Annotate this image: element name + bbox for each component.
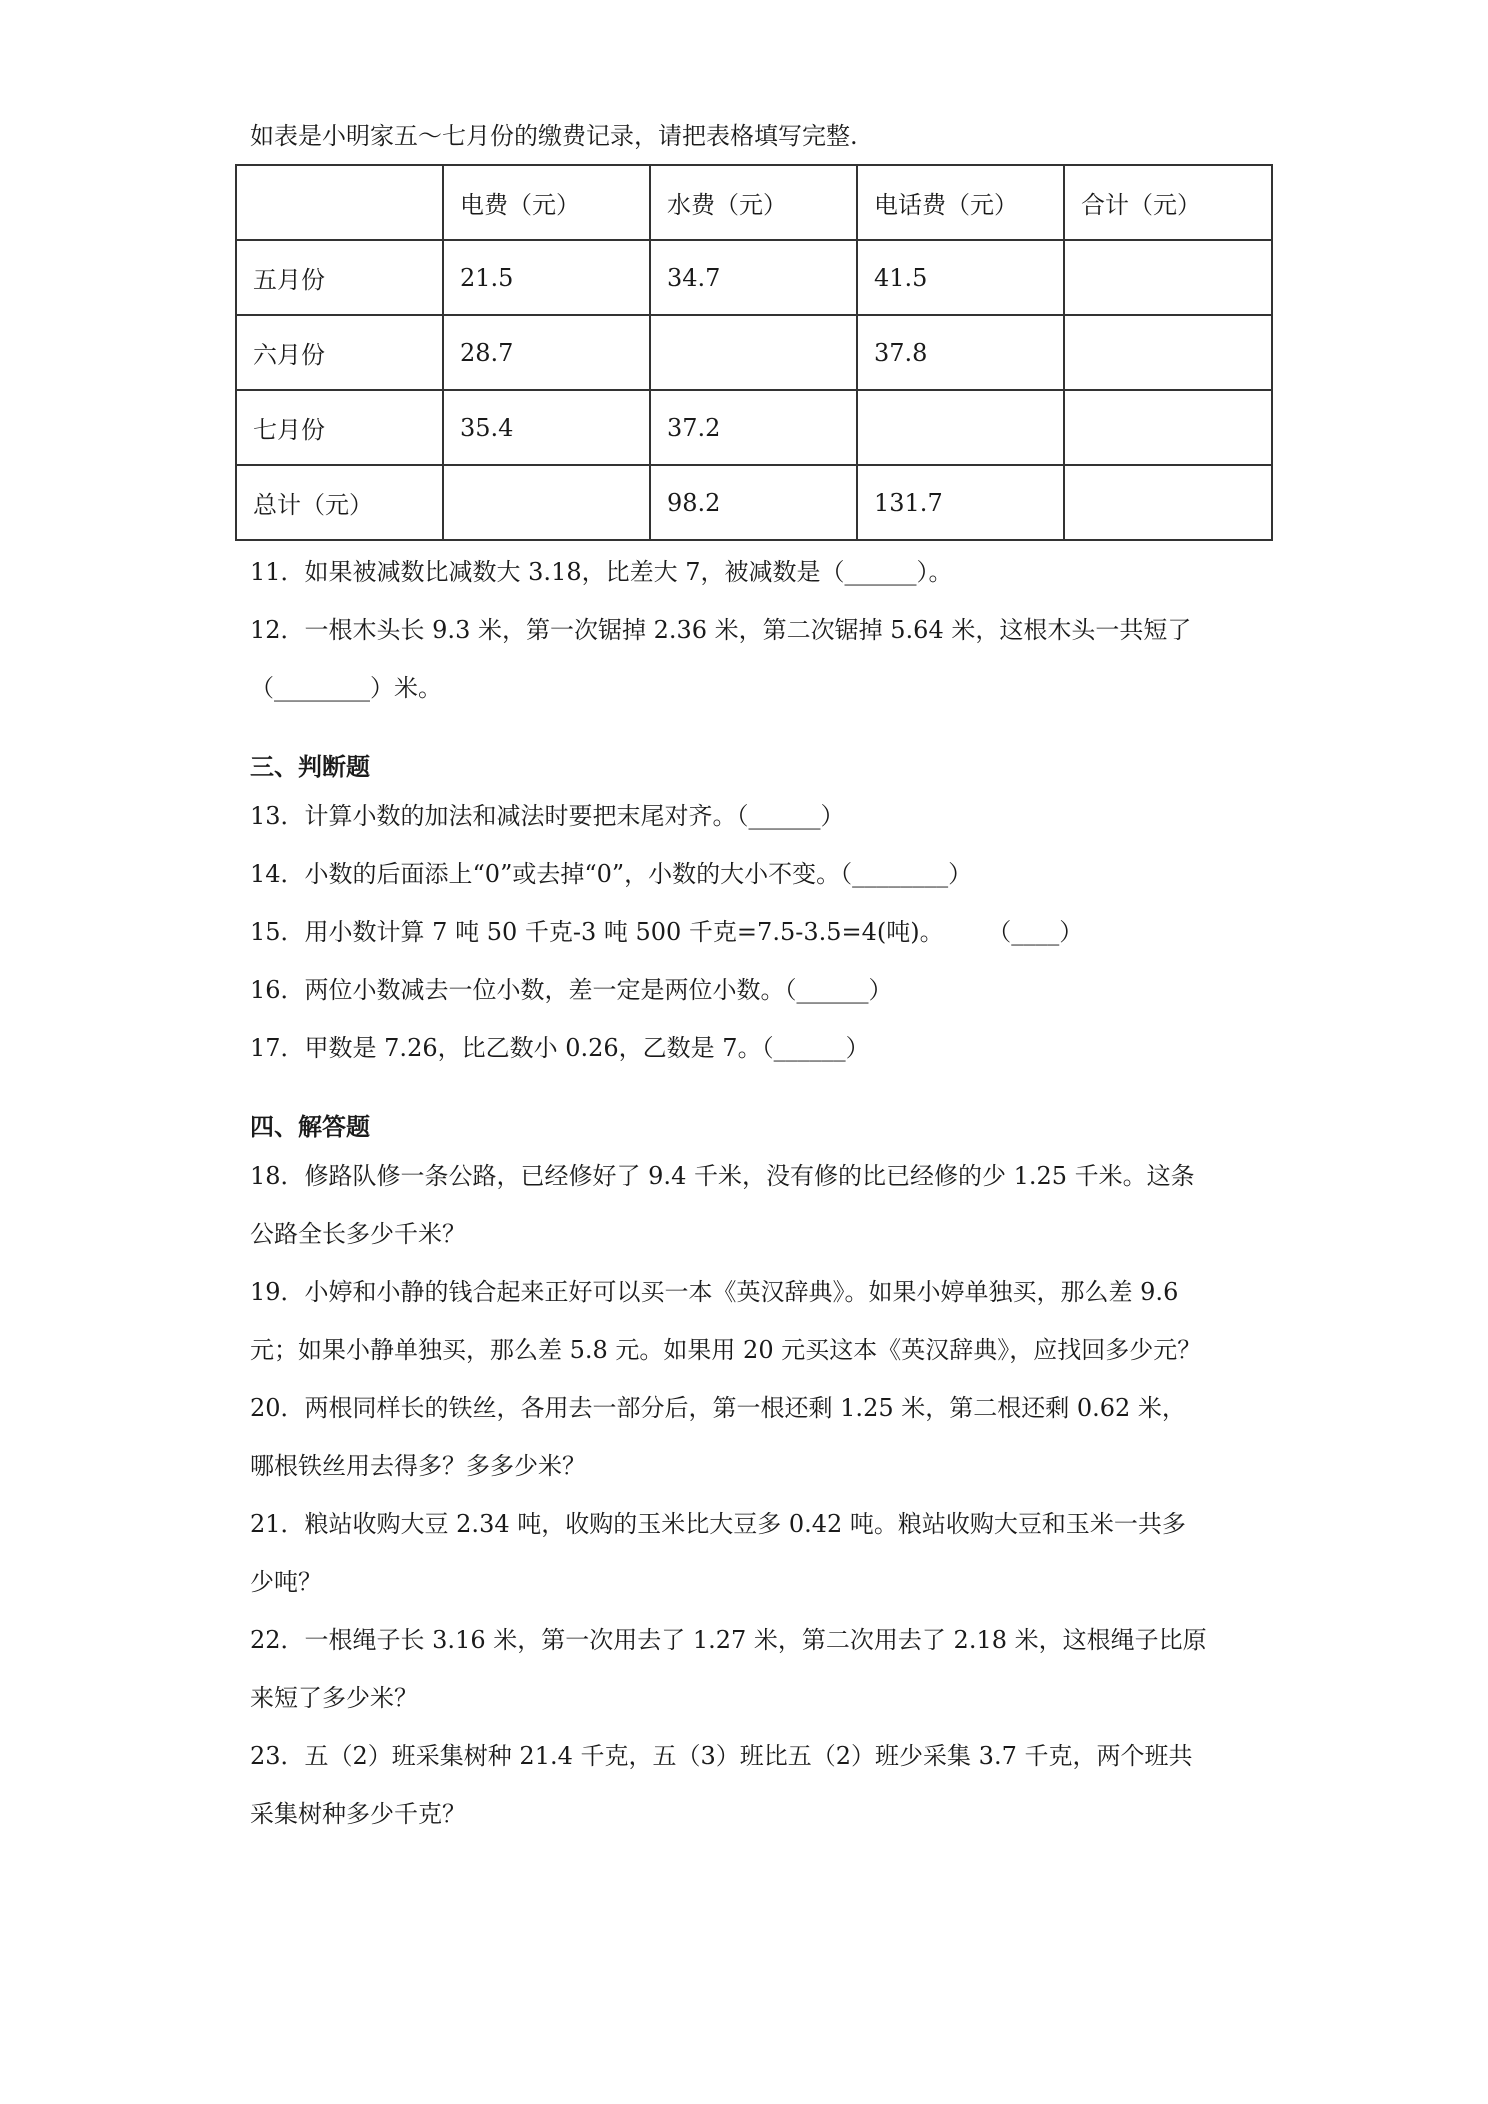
table-cell: 21.5 xyxy=(443,240,650,315)
question-12: 12．一根木头长 9.3 米，第一次锯掉 2.36 米，第二次锯掉 5.64 米，这根木头一共短了 xyxy=(250,616,1192,644)
table-cell: 34.7 xyxy=(650,240,857,315)
question-21-continued: 少吨？ xyxy=(250,1568,322,1596)
table-cell: 五月份 xyxy=(236,240,443,315)
table-cell xyxy=(1064,240,1272,315)
question-12-continued: （________）米。 xyxy=(250,674,442,702)
table-row xyxy=(236,390,1272,465)
table-cell xyxy=(857,390,1064,465)
question-15: 15．用小数计算 7 吨 50 千克-3 吨 500 千克=7.5-3.5=4(吨)。 （____） xyxy=(250,918,1084,946)
section-title-judge: 三、判断题 xyxy=(250,753,370,781)
table-header-row xyxy=(236,165,1272,240)
question-19: 19．小婷和小静的钱合起来正好可以买一本《英汉辞典》。如果小婷单独买，那么差 9.6 xyxy=(250,1278,1179,1306)
table-cell xyxy=(650,315,857,390)
table-cell: 七月份 xyxy=(236,390,443,465)
table-cell: 37.2 xyxy=(650,390,857,465)
table-cell: 37.8 xyxy=(857,315,1064,390)
table-cell: 98.2 xyxy=(650,465,857,540)
question-20: 20．两根同样长的铁丝，各用去一部分后，第一根还剩 1.25 米，第二根还剩 0.62 米， xyxy=(250,1394,1186,1422)
table-header-cell: 水费（元） xyxy=(650,165,857,240)
table-header-cell: 电话费（元） xyxy=(857,165,1064,240)
worksheet-page xyxy=(250,118,1260,1843)
question-14: 14．小数的后面添上“0”或去掉“0”，小数的大小不变。（________） xyxy=(250,860,973,888)
question-18-continued: 公路全长多少千米？ xyxy=(250,1220,466,1248)
table-header-cell: 合计（元） xyxy=(1064,165,1272,240)
table-cell xyxy=(1064,465,1272,540)
question-11: 11．如果被减数比减数大 3.18，比差大 7，被减数是（______）。 xyxy=(250,558,953,586)
question-18: 18．修路队修一条公路，已经修好了 9.4 千米，没有修的比已经修的少 1.25 千米。这条 xyxy=(250,1162,1195,1190)
table-cell: 六月份 xyxy=(236,315,443,390)
table-row xyxy=(236,240,1272,315)
table-cell xyxy=(1064,390,1272,465)
question-20-continued: 哪根铁丝用去得多？多多少米？ xyxy=(250,1452,586,1480)
table-cell: 总计（元） xyxy=(236,465,443,540)
fee-table xyxy=(235,164,1273,541)
table-cell: 41.5 xyxy=(857,240,1064,315)
question-22-continued: 来短了多少米？ xyxy=(250,1684,418,1712)
table-cell xyxy=(443,465,650,540)
table-row xyxy=(236,315,1272,390)
table-cell: 28.7 xyxy=(443,315,650,390)
section-title-solve: 四、解答题 xyxy=(250,1113,370,1141)
table-cell xyxy=(1064,315,1272,390)
table-cell: 35.4 xyxy=(443,390,650,465)
question-17: 17．甲数是 7.26，比乙数小 0.26，乙数是 7。（______） xyxy=(250,1034,870,1062)
question-22: 22．一根绳子长 3.16 米，第一次用去了 1.27 米，第二次用去了 2.18 米，这根绳子比原 xyxy=(250,1626,1207,1654)
question-16: 16．两位小数减去一位小数，差一定是两位小数。（______） xyxy=(250,976,893,1004)
question-19-continued: 元；如果小静单独买，那么差 5.8 元。如果用 20 元买这本《英汉辞典》，应找回多少元？ xyxy=(250,1336,1202,1364)
table-cell: 131.7 xyxy=(857,465,1064,540)
question-13: 13．计算小数的加法和减法时要把末尾对齐。（______） xyxy=(250,802,845,830)
question-23: 23．五（2）班采集树种 21.4 千克，五（3）班比五（2）班少采集 3.7 千克，两个班共 xyxy=(250,1742,1193,1770)
table-row xyxy=(236,465,1272,540)
table-header-cell: 电费（元） xyxy=(443,165,650,240)
table-header-cell xyxy=(236,165,443,240)
question-21: 21．粮站收购大豆 2.34 吨，收购的玉米比大豆多 0.42 吨。粮站收购大豆和玉米一共多 xyxy=(250,1510,1186,1538)
table-intro: 如表是小明家五～七月份的缴费记录，请把表格填写完整. xyxy=(250,122,858,150)
section-gap xyxy=(250,1077,1260,1107)
section-gap xyxy=(250,717,1260,747)
question-23-continued: 采集树种多少千克？ xyxy=(250,1800,466,1828)
